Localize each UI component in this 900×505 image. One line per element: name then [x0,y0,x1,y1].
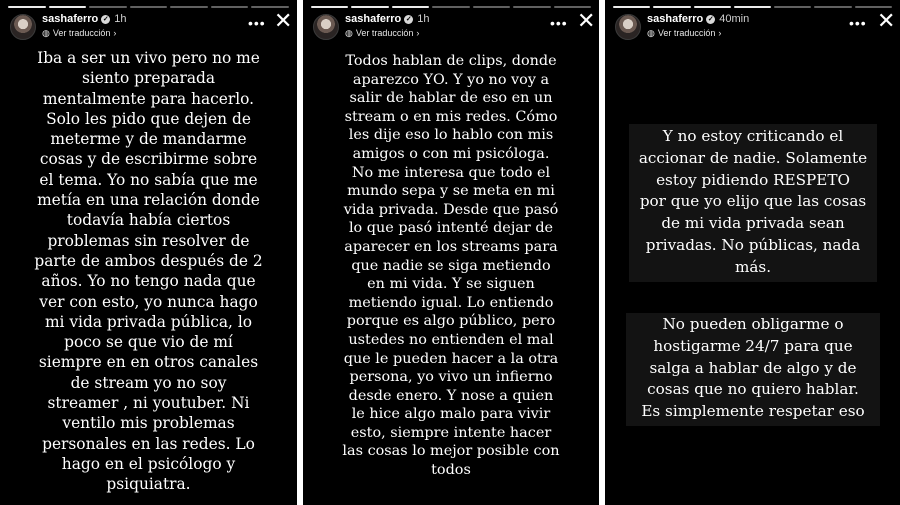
progress-segment [694,6,731,8]
globe-icon: ◍ [345,28,353,38]
chevron-right-icon: › [416,28,420,38]
verified-badge-icon: ✓ [707,16,714,23]
progress-segment [311,6,348,8]
post-time: 1h [114,13,127,25]
post-time: 1h [417,13,430,25]
progress-segment [734,6,771,8]
progress-segment [8,6,46,8]
story-text-2: Todos hablan de clips, donde aparezco YO. Y yo no voy a salir de hablar de eso en un stream o en mis redes. Cómo les dije eso lo hablo con mis amigos o con mi psicóloga. No me interesa que todo el mundo sepa y se meta en mi vida privada. Desde que pasó lo que pasó intenté dejar de aparecer en los streams para que nadie se siga metiendo en mi vida. Y se siguen metiendo igual. Lo entiendo porque es algo público, pero ustedes no entienden el mal que le pueden hacer a la otra persona, yo vivo un infierno desde enero. Y nose a quien le hice algo malo para vivir esto, siempre intente hacer las cosas lo mejor posible con todos [342,53,560,479]
progress-segment [473,6,510,8]
story-progress-bar [8,6,289,8]
username[interactable]: sashaferro ✓ 1h [345,13,430,25]
more-options-icon[interactable]: ••• [248,15,266,31]
progress-segment [170,6,208,8]
translate-button[interactable]: ◍ Ver traducción › [42,28,117,38]
progress-segment [855,6,892,8]
chevron-right-icon: › [113,28,117,38]
verified-badge-icon: ✓ [405,16,412,23]
close-icon[interactable]: ✕ [577,9,596,34]
story-header [10,9,293,41]
story-text-1: Iba a ser un vivo pero no me siento preparada mentalmente para hacerlo. Solo les pido que dejen de meterme y de mandarme cosas y de escribirme sobre el tema. Yo no sabía que me metía en una relación donde todavía había ciertos problemas sin resolver de parte de ambos después de 2 años. Yo no tengo nada que ver con esto, yo nunca hago mi vida privada pública, lo poco se que vio de mí siempre en en otros canales de stream yo no soy streamer , ni youtuber. Ni ventilo mis problemas personales en las redes. Lo hago en el psicólogo y psiquiatra. [34,49,263,494]
username[interactable]: sashaferro ✓ 1h [42,13,127,25]
progress-segment [554,6,591,8]
story-progress-bar [311,6,591,8]
avatar[interactable] [615,14,641,40]
translate-button[interactable]: ◍ Ver traducción › [647,28,722,38]
globe-icon: ◍ [42,28,50,38]
progress-segment [774,6,811,8]
more-options-icon[interactable]: ••• [550,15,568,31]
story-text-3a: Y no estoy criticando el accionar de nadie. Solamente estoy pidiendo RESPETO por que yo elijo que las cosas de mi vida privada sean privadas. No públicas, nada más. [629,124,877,282]
progress-segment [49,6,87,8]
progress-segment [351,6,388,8]
progress-segment [130,6,168,8]
close-icon[interactable]: ✕ [274,9,293,34]
progress-segment [89,6,127,8]
progress-segment [653,6,690,8]
progress-segment [814,6,851,8]
close-icon[interactable]: ✕ [877,9,896,34]
progress-segment [211,6,249,8]
avatar[interactable] [10,14,36,40]
verified-badge-icon: ✓ [102,16,109,23]
story-header [313,9,596,41]
globe-icon: ◍ [647,28,655,38]
post-time: 40min [719,13,750,25]
translate-button[interactable]: ◍ Ver traducción › [345,28,420,38]
progress-segment [613,6,650,8]
more-options-icon[interactable]: ••• [849,15,867,31]
progress-segment [251,6,289,8]
progress-segment [392,6,429,8]
avatar[interactable] [313,14,339,40]
story-text-3b: No pueden obligarme o hostigarme 24/7 para que salga a hablar de algo y de cosas que no quiero hablar. Es simplemente respetar eso [626,313,880,426]
progress-segment [513,6,550,8]
progress-segment [432,6,469,8]
story-progress-bar [613,6,892,8]
username[interactable]: sashaferro ✓ 40min [647,13,750,25]
story-header [615,9,896,41]
chevron-right-icon: › [718,28,722,38]
